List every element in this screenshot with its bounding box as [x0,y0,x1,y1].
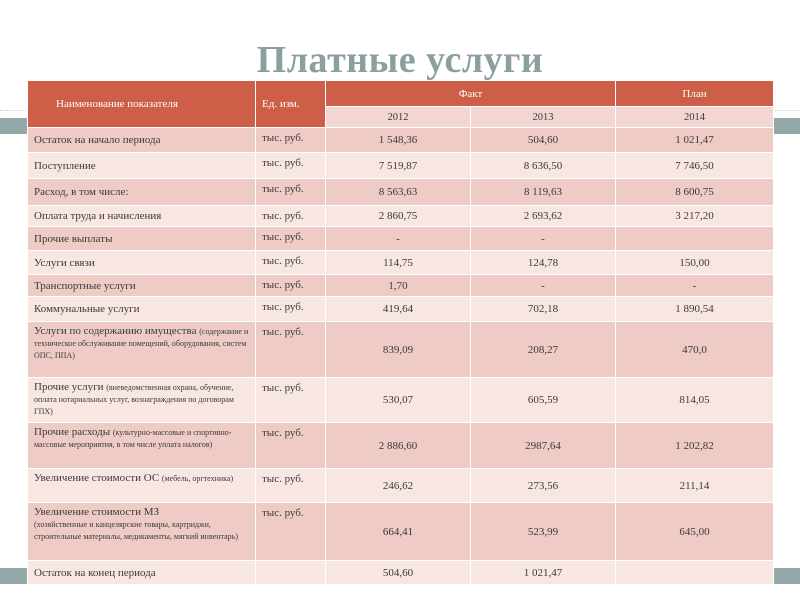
row-unit: тыс. руб. [256,322,326,378]
table-row [28,297,774,322]
cell-2014: 211,14 [616,469,774,503]
cell-2014: 1 890,54 [616,297,774,322]
cell-2014: - [616,275,774,297]
cell-2014: 645,00 [616,503,774,561]
cell-2014: 8 600,75 [616,179,774,206]
row-unit: тыс. руб. [256,378,326,423]
table-row [28,179,774,206]
row-unit: тыс. руб. [256,251,326,275]
table-row [28,227,774,251]
row-name: Расход, в том числе: [28,179,256,206]
row-name: Коммунальные услуги [28,297,256,322]
cell-2014: 814,05 [616,378,774,423]
table-row [28,251,774,275]
header-unit: Ед. изм. [256,81,326,128]
cell-2012: 504,60 [326,561,471,585]
row-unit: тыс. руб. [256,469,326,503]
cell-2014: 150,00 [616,251,774,275]
cell-2012: 246,62 [326,469,471,503]
row-name: Остаток на начало периода [28,128,256,153]
row-name-detail: (хозяйственные и канцелярские товары, картриджи, строительные материалы, медикаменты, мягкий инвентарь) [34,520,238,541]
paid-services-table-container [27,80,773,585]
table-row [28,503,774,561]
cell-2013: 208,27 [471,322,616,378]
cell-2014: 3 217,20 [616,206,774,227]
row-unit: тыс. руб. [256,206,326,227]
row-unit: тыс. руб. [256,503,326,561]
row-name: Увеличение стоимости МЗ [34,506,160,518]
cell-2013: 8 636,50 [471,153,616,179]
row-name-cell [28,469,256,503]
row-name-cell [28,378,256,423]
row-name: Прочие выплаты [28,227,256,251]
table-row [28,128,774,153]
cell-2013: 504,60 [471,128,616,153]
table-row [28,423,774,469]
cell-2013: 1 021,47 [471,561,616,585]
cell-2012: 1,70 [326,275,471,297]
cell-2014: 1 021,47 [616,128,774,153]
row-name: Услуги по содержанию имущества [34,325,197,337]
paid-services-table [27,80,774,585]
row-name: Увеличение стоимости ОС [34,472,160,484]
header-year-2013: 2013 [471,107,616,128]
table-row [28,206,774,227]
row-name: Прочие услуги [34,381,104,393]
row-name-cell [28,503,256,561]
row-unit: тыс. руб. [256,297,326,322]
cell-2013: 2987,64 [471,423,616,469]
table-row [28,378,774,423]
row-unit: тыс. руб. [256,153,326,179]
row-name: Поступление [28,153,256,179]
cell-2012: 839,09 [326,322,471,378]
cell-2013: 702,18 [471,297,616,322]
cell-2012: 419,64 [326,297,471,322]
row-name: Оплата труда и начисления [28,206,256,227]
cell-2012: 8 563,63 [326,179,471,206]
cell-2013: 273,56 [471,469,616,503]
header-indicator-name: Наименование показателя [28,81,256,128]
cell-2012: 114,75 [326,251,471,275]
cell-2014 [616,227,774,251]
row-name: Остаток на конец периода [28,561,256,585]
cell-2012: 530,07 [326,378,471,423]
cell-2014 [616,561,774,585]
cell-2012: 664,41 [326,503,471,561]
cell-2012: 1 548,36 [326,128,471,153]
cell-2013: 8 119,63 [471,179,616,206]
header-year-2012: 2012 [326,107,471,128]
header-plan: План [616,81,774,107]
row-unit [256,561,326,585]
row-name-cell [28,322,256,378]
cell-2014: 1 202,82 [616,423,774,469]
cell-2013: 523,99 [471,503,616,561]
row-unit: тыс. руб. [256,128,326,153]
row-name-detail: (культурно-массовые и спортивно-массовые мероприятия, в том числе уплата налогов) [34,428,232,449]
row-name-detail: (содержание и техническое обслуживание помещений, оборудования, систем ОПС, ППА) [34,327,249,360]
cell-2012: - [326,227,471,251]
row-name: Прочие расходы [34,426,111,438]
table-row [28,322,774,378]
table-row [28,561,774,585]
page-title: Платные услуги [256,39,544,81]
row-name: Транспортные услуги [28,275,256,297]
row-unit: тыс. руб. [256,275,326,297]
table-row [28,275,774,297]
row-name-cell [28,423,256,469]
cell-2012: 7 519,87 [326,153,471,179]
cell-2012: 2 886,60 [326,423,471,469]
header-fact: Факт [326,81,616,107]
row-name: Услуги связи [28,251,256,275]
cell-2014: 470,0 [616,322,774,378]
row-name-detail: (мебель, оргтехника) [161,474,234,483]
cell-2013: - [471,275,616,297]
cell-2012: 2 860,75 [326,206,471,227]
cell-2013: 2 693,62 [471,206,616,227]
table-row [28,153,774,179]
header-year-2014: 2014 [616,107,774,128]
row-unit: тыс. руб. [256,179,326,206]
row-name-detail: (вневедомственная охрана, обучение, оплата нотариальных услуг, вознаграждения по договорам ГПХ) [34,383,234,416]
cell-2013: - [471,227,616,251]
cell-2014: 7 746,50 [616,153,774,179]
row-unit: тыс. руб. [256,227,326,251]
cell-2013: 605,59 [471,378,616,423]
cell-2013: 124,78 [471,251,616,275]
table-row [28,469,774,503]
row-unit: тыс. руб. [256,423,326,469]
